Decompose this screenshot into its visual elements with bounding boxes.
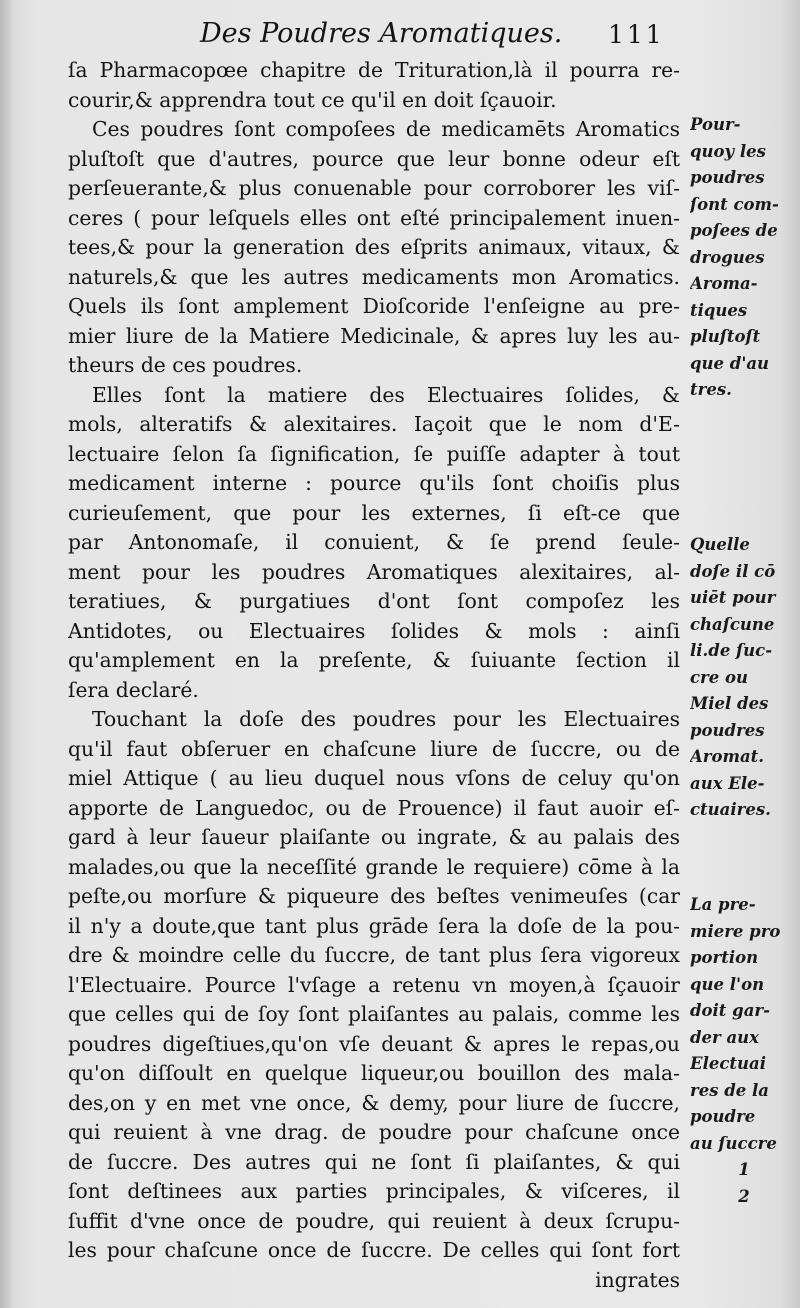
catchword: ingrates — [595, 1267, 680, 1292]
margin-line: poudres — [690, 720, 765, 740]
text-line: qu'il faut obſeruer en chaſcune liure de ſuccre, ou de — [68, 736, 680, 761]
margin-line: poudres — [690, 168, 765, 187]
margin-line: cre ou — [690, 667, 748, 687]
margin-numeral: 1 — [738, 1160, 750, 1179]
margin-line: quoy les — [690, 141, 766, 161]
text-line: des,on y en met vne once, & demy, pour liure de ſuccre, — [68, 1090, 680, 1115]
margin-line: tiques — [690, 300, 748, 320]
page-number: 111 — [608, 20, 665, 49]
margin-line: Aromat. — [690, 747, 765, 766]
text-line: lectuaire ſelon ſa ſignification, ſe puiſſe adapter à tout — [68, 441, 680, 466]
margin-note-why-aromatic — [690, 112, 798, 404]
margin-line: chaſcune — [690, 614, 775, 634]
text-line: qu'on diſſoult en quelque liqueur,ou bouillon des mala- — [68, 1061, 680, 1085]
margin-line: tres. — [690, 380, 732, 399]
text-line: Elles ſont la matiere des Electuaires ſolides, & — [92, 382, 680, 407]
text-line: de ſuccre. Des autres qui ne ſont ſi plaiſantes, & qui — [68, 1149, 680, 1174]
text-line: les pour chaſcune once de ſuccre. De celles qui ſont fort — [68, 1238, 680, 1262]
text-line: peſte,ou morſure & piqueure des beſtes venimeuſes (car — [68, 884, 680, 908]
text-line: tees,& pour la generation des eſprits animaux, vitaux, & — [68, 235, 680, 259]
margin-line: res de la — [690, 1080, 769, 1100]
text-line: par Antonomaſe, il conuient, & ſe prend ſeule- — [68, 530, 680, 554]
text-line: ment pour les poudres Aromatiques alexitaires, al- — [68, 559, 680, 584]
text-line: teratiues, & purgatiues d'ont ſont compoſez les — [68, 589, 680, 613]
text-line: curieuſement, que pour les externes, ſi eſt-ce que — [68, 500, 680, 525]
text-line: mols, alteratifs & alexitaires. Iaçoit que le nom d'E- — [68, 412, 680, 436]
text-line: Quels ils ſont amplement Dioſcoride l'enſeigne au pre- — [68, 294, 680, 318]
margin-line: Miel des — [690, 694, 769, 713]
text-line: que celles qui de ſoy ſont plaiſantes au palais, comme les — [68, 1002, 680, 1026]
text-line: ſa Pharmacopœe chapitre de Trituration,là il pourra re- — [68, 58, 680, 82]
margin-line: au ſuccre — [690, 1133, 777, 1153]
margin-line: Electuai — [690, 1054, 766, 1073]
margin-line: Aroma- — [690, 274, 758, 293]
text-line: poudres digeſtiues,qu'on vſe deuant & apres le repas,ou — [68, 1031, 680, 1056]
body-text — [68, 56, 680, 1295]
margin-line: aux Ele- — [690, 773, 765, 793]
margin-note-proportion — [690, 892, 798, 1210]
margin-line: Pour- — [690, 115, 741, 134]
text-line: gard à leur ſaueur plaiſante ou ingrate, & au palais des — [68, 825, 680, 849]
text-line: perſeuerante,& plus conuenable pour corroborer les viſ- — [68, 176, 680, 200]
text-line: ceres ( pour leſquels elles ont eſté principalement inuen- — [68, 205, 680, 230]
margin-line: Quelle — [690, 535, 750, 554]
text-line: mier liure de la Matiere Medicinale, & apres luy les au- — [68, 323, 680, 348]
text-line: Ces poudres ſont compoſees de medicamēts Aromatics — [92, 117, 680, 141]
text-line: dre & moindre celle du ſuccre, de tant plus ſera vigoreux — [68, 943, 680, 967]
text-line: qu'amplement en la preſente, & ſuiuante ſection il — [68, 648, 680, 672]
margin-line: doſe il cō — [690, 561, 776, 581]
running-title: Des Poudres Aromatiques. — [200, 18, 563, 49]
text-line: Touchant la doſe des poudres pour les Electuaires — [92, 707, 680, 731]
margin-line: doit gar- — [690, 1001, 770, 1020]
page-header — [0, 18, 800, 58]
text-line: theurs de ces poudres. — [68, 353, 303, 377]
text-line: ſont deſtinees aux parties principales, & viſceres, il — [68, 1179, 680, 1203]
text-line: pluſtoſt que d'autres, pource que leur bonne odeur eſt — [68, 146, 680, 171]
margin-note-dose — [690, 532, 798, 824]
text-line: malades,ou que la neceſſité grande le requiere) cōme à la — [68, 854, 680, 879]
text-line: medicament interne : pource qu'ils ſont choiſis plus — [68, 471, 680, 495]
text-line: apporte de Languedoc, ou de Prouence) il faut auoir eſ- — [68, 795, 680, 820]
margin-line: miere pro — [690, 921, 781, 941]
text-line: courir,& apprendra tout ce qu'il en doit ſçauoir. — [68, 87, 557, 112]
margin-line: ſont com- — [690, 194, 779, 214]
margin-line: drogues — [690, 247, 765, 267]
margin-numeral: 2 — [738, 1186, 750, 1206]
margin-line: pluſtoſt — [690, 327, 761, 346]
text-line: ſuffit d'vne once de poudre, qui reuient à deux ſcrupu- — [68, 1208, 680, 1233]
margin-line: La pre- — [690, 895, 756, 914]
text-line: qui reuient à vne drag. de poudre pour chaſcune once — [68, 1120, 680, 1144]
text-line: miel Attique ( au lieu duquel nous vſons de celuy qu'on — [68, 766, 680, 790]
margin-line: poudre — [690, 1107, 756, 1126]
margin-line: der aux — [690, 1027, 759, 1047]
margin-line: portion — [690, 948, 759, 967]
margin-line: poſees de — [690, 221, 778, 240]
text-line: l'Electuaire. Pource l'vſage a retenu vn moyen,à ſçauoir — [68, 972, 680, 997]
margin-line: li.de ſuc- — [690, 641, 773, 660]
text-line: Antidotes, ou Electuaires ſolides & mols : ainſi — [68, 618, 680, 643]
text-line: il n'y a doute,que tant plus grāde ſera la doſe de la pou- — [68, 913, 680, 938]
margin-line: uiēt pour — [690, 588, 776, 607]
text-line: ſera declaré. — [68, 677, 199, 702]
text-line: naturels,& que les autres medicaments mon Aromatics. — [68, 264, 680, 289]
margin-line: que l'on — [690, 974, 765, 994]
margin-line: que d'au — [690, 353, 770, 373]
margin-line: ctuaires. — [690, 800, 771, 819]
